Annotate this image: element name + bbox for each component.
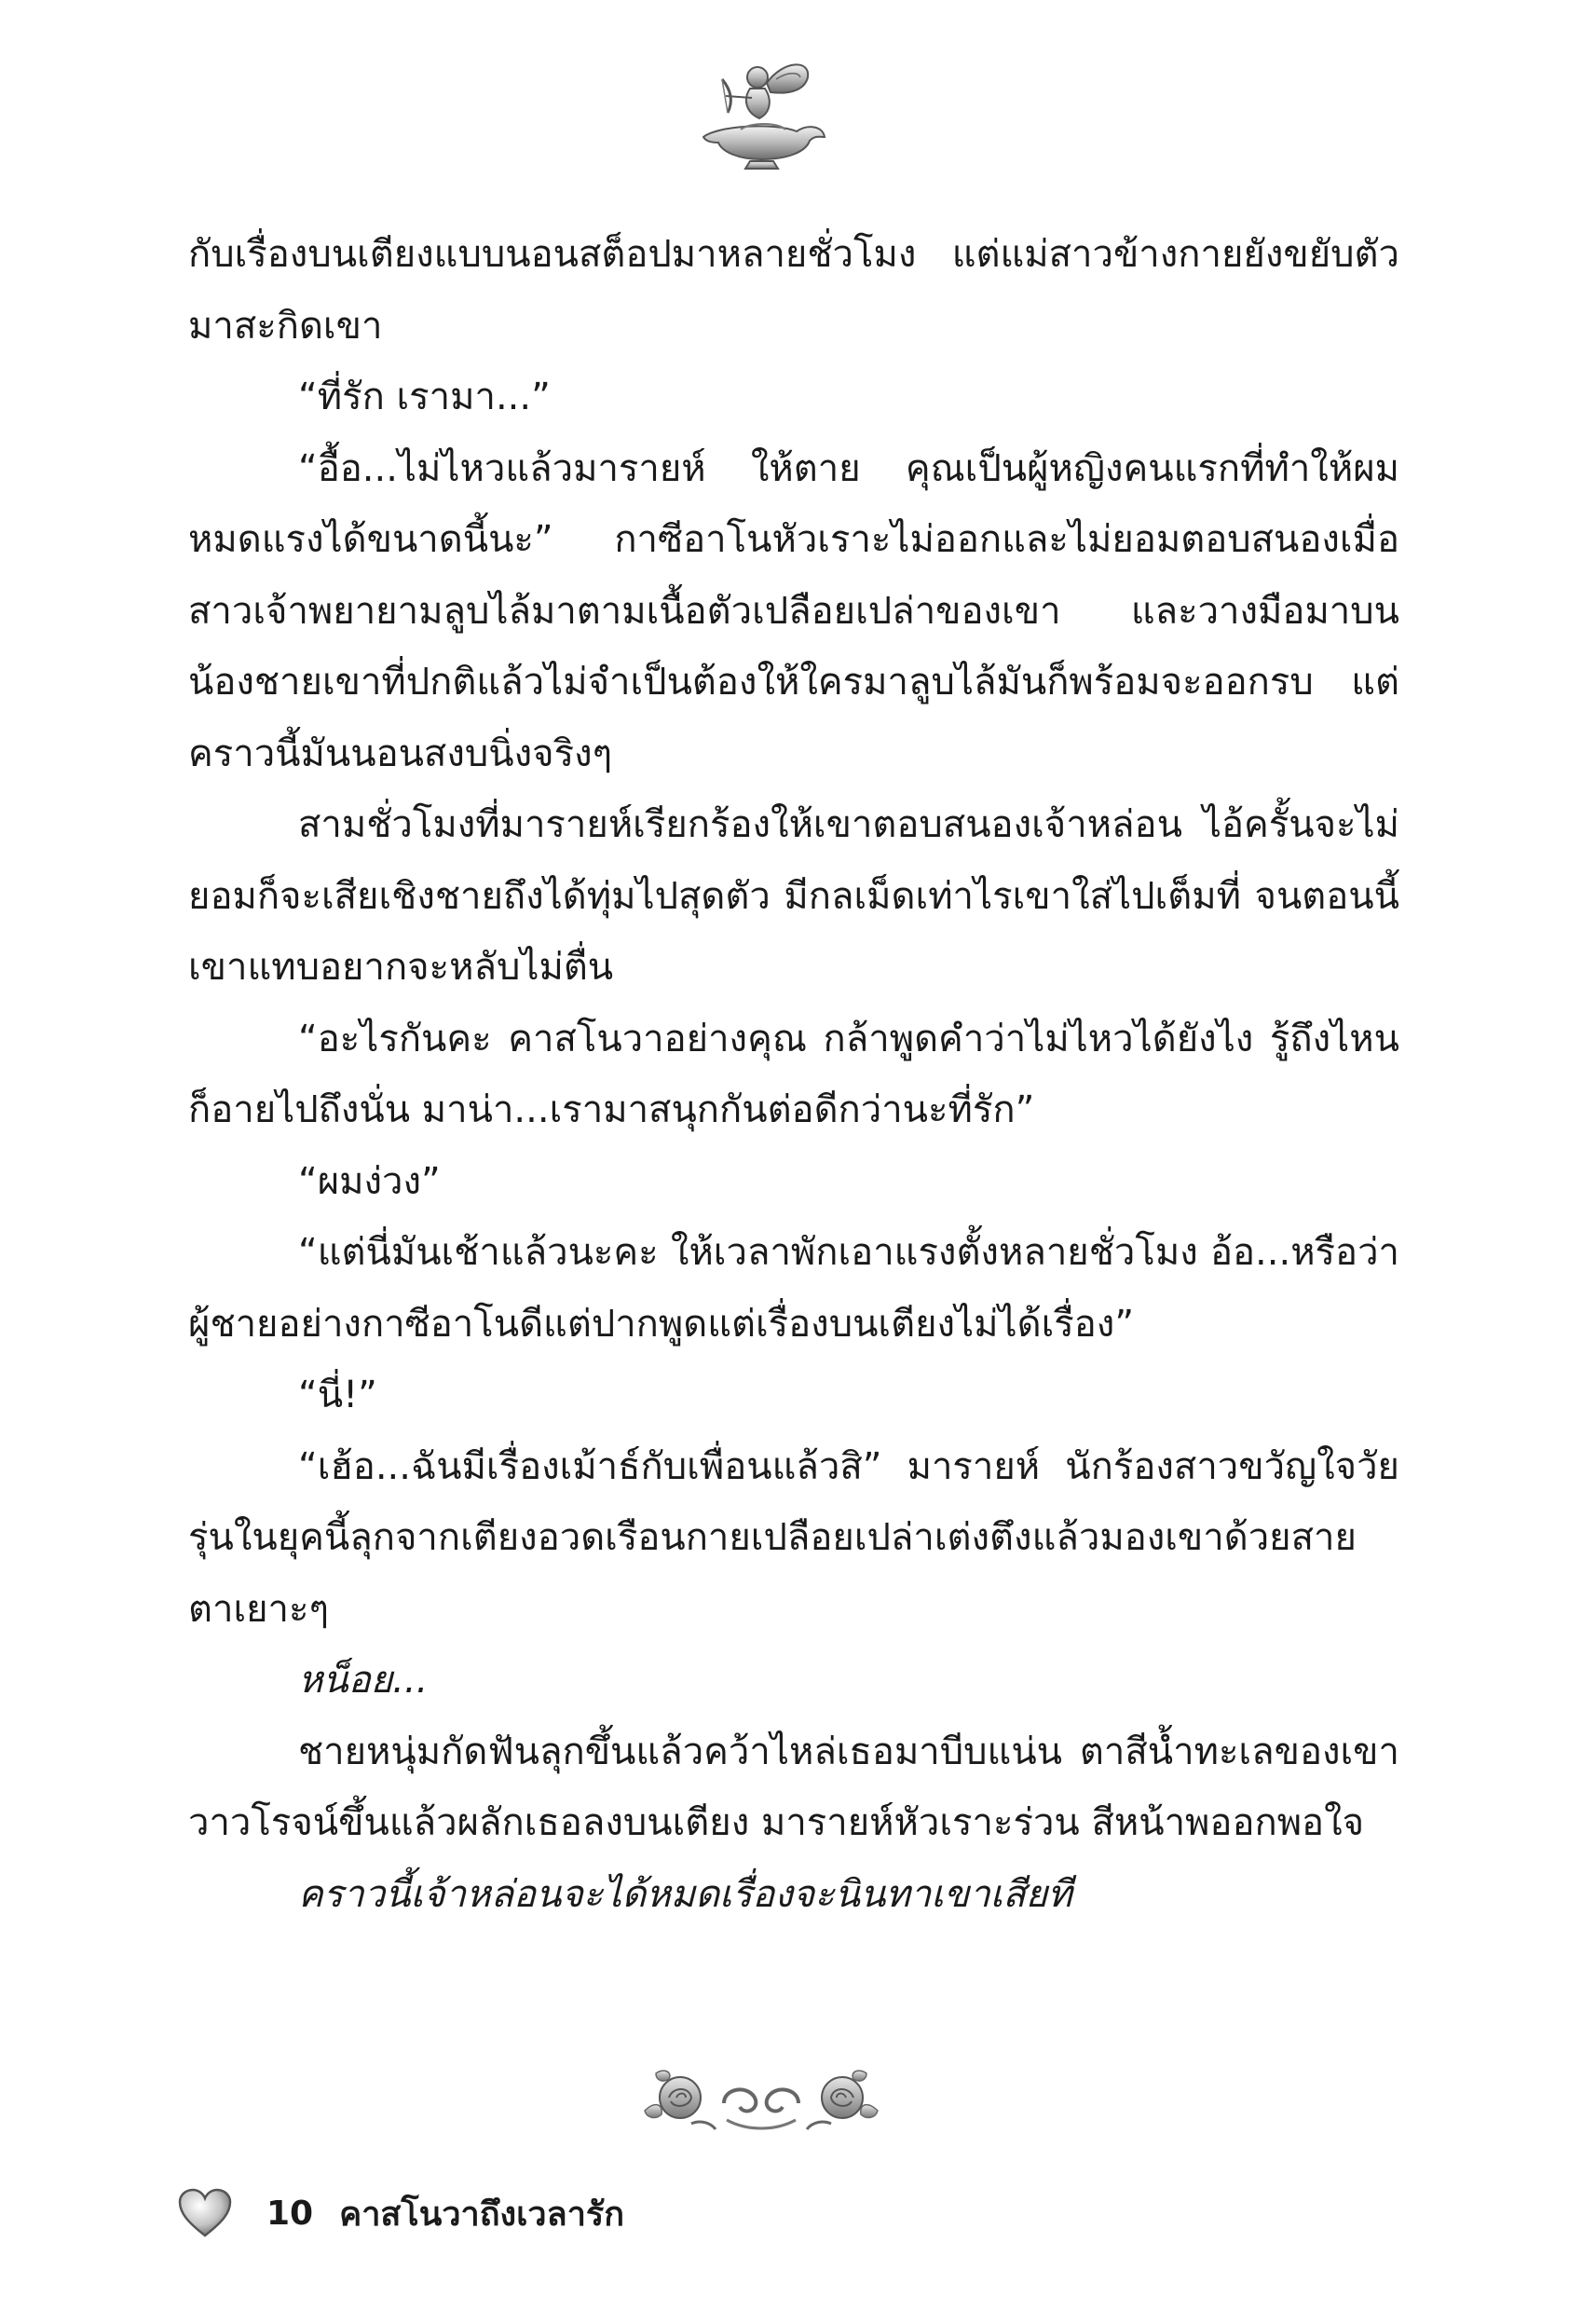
paragraph: คราวนี้เจ้าหล่อนจะได้หมดเรื่องจะนินทาเขาเสียที [298, 1872, 1072, 1916]
heart-icon [177, 2187, 233, 2239]
floral-divider-icon [635, 2055, 887, 2148]
cupid-teapot-ornament-icon [685, 51, 834, 172]
paragraph: หน็อย... [298, 1659, 429, 1702]
paragraph: ชายหนุ่มกัดฟันลุกขึ้นแล้วคว้าไหล่เธอมาบีบแน่น ตาสีน้ำทะเลของเขาวาวโรจน์ขึ้นแล้วผลักเธอลงบนเตียง มารายห์หัวเราะร่วน สีหน้าพออกพอใจ [188, 1730, 1399, 1844]
paragraph: “อะไรกันคะ คาสโนวาอย่างคุณ กล้าพูดคำว่าไม่ไหวได้ยังไง รู้ถึงไหนก็อายไปถึงนั่น มาน่า...เรามาสนุกกันต่อดีกว่านะที่รัก” [188, 1017, 1399, 1131]
page-number: 10 [266, 2194, 314, 2233]
paragraph: กับเรื่องบนเตียงแบบนอนสต็อปมาหลายชั่วโมง แต่แม่สาวข้างกายยังขยับตัวมาสะกิดเขา [188, 233, 1399, 348]
paragraph: “แต่นี่มันเช้าแล้วนะคะ ให้เวลาพักเอาแรงตั้งหลายชั่วโมง อ้อ...หรือว่าผู้ชายอย่างกาซีอาโนดีแต่ปากพูดแต่เรื่องบนเตียงไม่ได้เรื่อง” [188, 1231, 1399, 1346]
book-title: คาสโนวาถึงเวลารัก [339, 2195, 625, 2234]
page-footer [177, 2176, 624, 2250]
paragraph: สามชั่วโมงที่มารายห์เรียกร้องให้เขาตอบสนองเจ้าหล่อน ไอ้ครั้นจะไม่ยอมก็จะเสียเชิงชายถึงได้ทุ่มไปสุดตัว มีกลเม็ดเท่าไรเขาใส่ไปเต็มที่ จนตอนนี้เขาแทบอยากจะหลับไม่ตื่น [188, 803, 1399, 989]
story-text [188, 219, 1399, 1930]
paragraph: “เฮ้อ...ฉันมีเรื่องเม้าธ์กับเพื่อนแล้วสิ” มารายห์ นักร้องสาวขวัญใจวัยรุ่นในยุคนี้ลุกจากเตียงอวดเรือนกายเปลือยเปล่าเต่งตึงแล้วมองเขาด้วยสายตาเยาะๆ [188, 1444, 1399, 1631]
paragraph: “ที่รัก เรามา...” [298, 376, 551, 418]
paragraph: “นี่!” [298, 1374, 377, 1416]
paragraph: “ผมง่วง” [298, 1159, 441, 1203]
paragraph: “อื้อ...ไม่ไหวแล้วมารายห์ ให้ตาย คุณเป็นผู้หญิงคนแรกที่ทำให้ผมหมดแรงได้ขนาดนี้นะ” กาซีอาโนหัวเราะไม่ออกและไม่ยอมตอบสนองเมื่อสาวเจ้าพยายามลูบไล้มาตามเนื้อตัวเปลือยเปล่าของเขา และวางมือมาบนน้องชายเขาที่ปกติแล้วไม่จำเป็นต้องให้ใครมาลูบไล้มันก็พร้อมจะออกรบ แต่คราวนี้มันนอนสงบนิ่งจริงๆ [188, 446, 1399, 775]
